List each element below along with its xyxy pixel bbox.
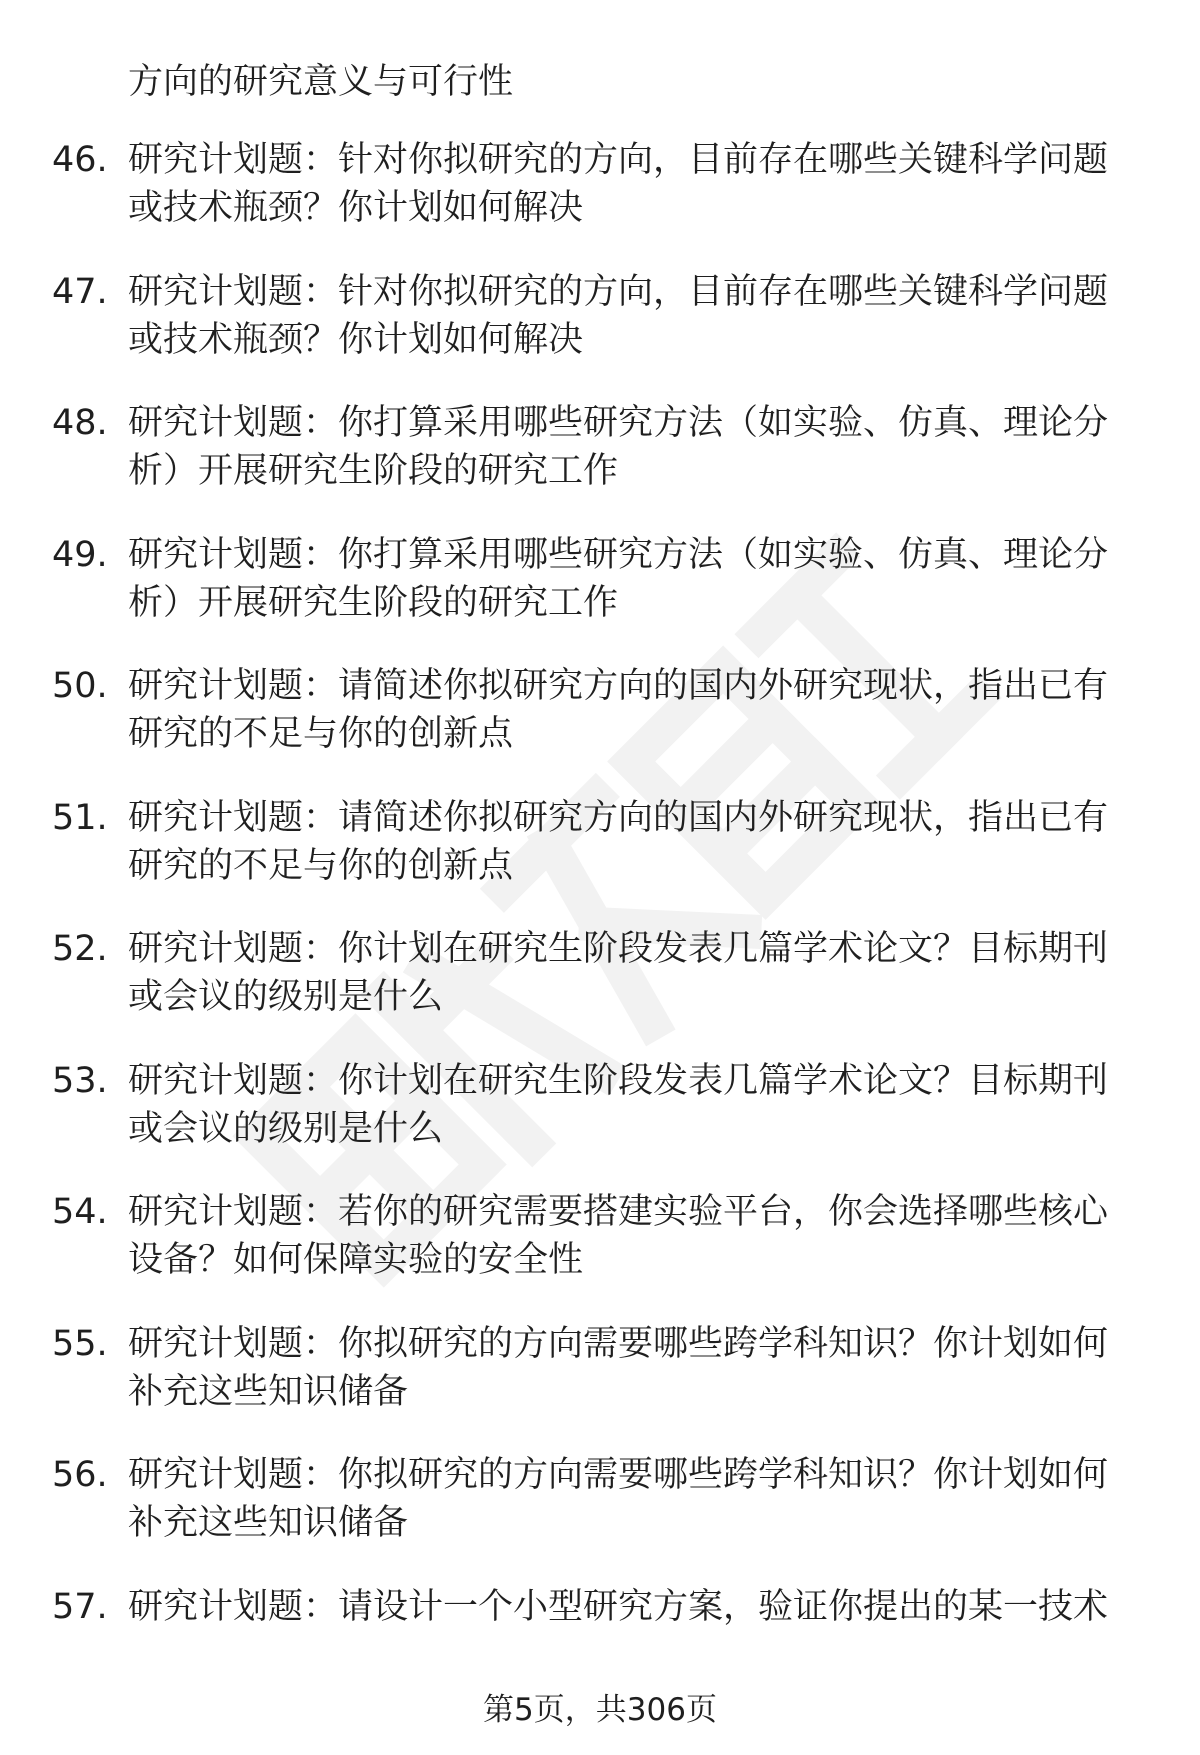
question-text: 研究计划题：你计划在研究生阶段发表几篇学术论文？目标期刊或会议的级别是什么 <box>128 929 1109 1017</box>
question-number: 47. <box>52 271 108 312</box>
question-number: 51. <box>52 797 108 838</box>
question-number: 53. <box>52 1060 108 1101</box>
list-item <box>0 136 1200 268</box>
question-number: 48. <box>52 403 108 443</box>
question-text: 研究计划题：你计划在研究生阶段发表几篇学术论文？目标期刊或会议的级别是什么 <box>128 1060 1109 1149</box>
page-footer: 第5页，共306页 <box>483 1692 717 1728</box>
list-item <box>0 1320 1200 1452</box>
question-text: 研究计划题：请简述你拟研究方向的国内外研究现状，指出已有研究的不足与你的创新点 <box>128 666 1109 754</box>
question-number: 56. <box>52 1455 108 1495</box>
question-number: 55. <box>52 1323 108 1364</box>
list-item <box>0 1451 1200 1583</box>
question-text: 研究计划题：你拟研究的方向需要哪些跨学科知识？你计划如何补充这些知识储备 <box>128 1455 1109 1543</box>
list-item <box>0 1188 1200 1320</box>
question-number: 50. <box>52 666 108 706</box>
list-item <box>0 531 1200 663</box>
list-item <box>0 268 1200 400</box>
question-text: 研究计划题：针对你拟研究的方向，目前存在哪些关键科学问题或技术瓶颈？你计划如何解决 <box>128 140 1109 228</box>
continuation-text: 方向的研究意义与可行性 <box>128 62 514 102</box>
question-number: 46. <box>52 140 108 180</box>
list-item <box>0 794 1200 926</box>
question-text: 研究计划题：你打算采用哪些研究方法（如实验、仿真、理论分析）开展研究生阶段的研究工作 <box>128 403 1109 491</box>
question-text: 研究计划题：若你的研究需要搭建实验平台，你会选择哪些核心设备？如何保障实验的安全性 <box>128 1192 1109 1280</box>
question-number: 52. <box>52 929 108 969</box>
question-number: 57. <box>52 1586 108 1627</box>
list-item <box>0 1057 1200 1189</box>
question-list <box>0 136 1200 1714</box>
question-text: 研究计划题：你拟研究的方向需要哪些跨学科知识？你计划如何补充这些知识储备 <box>128 1323 1109 1412</box>
question-number: 49. <box>52 534 108 575</box>
list-item <box>0 399 1200 531</box>
question-text: 研究计划题：请简述你拟研究方向的国内外研究现状，指出已有研究的不足与你的创新点 <box>128 797 1109 886</box>
list-item <box>0 925 1200 1057</box>
question-number: 54. <box>52 1192 108 1232</box>
question-text: 研究计划题：请设计一个小型研究方案，验证你提出的某一技术 <box>128 1586 1109 1627</box>
question-text: 研究计划题：你打算采用哪些研究方法（如实验、仿真、理论分析）开展研究生阶段的研究工作 <box>128 534 1109 623</box>
list-item <box>0 662 1200 794</box>
question-text: 研究计划题：针对你拟研究的方向，目前存在哪些关键科学问题或技术瓶颈？你计划如何解决 <box>128 271 1109 360</box>
